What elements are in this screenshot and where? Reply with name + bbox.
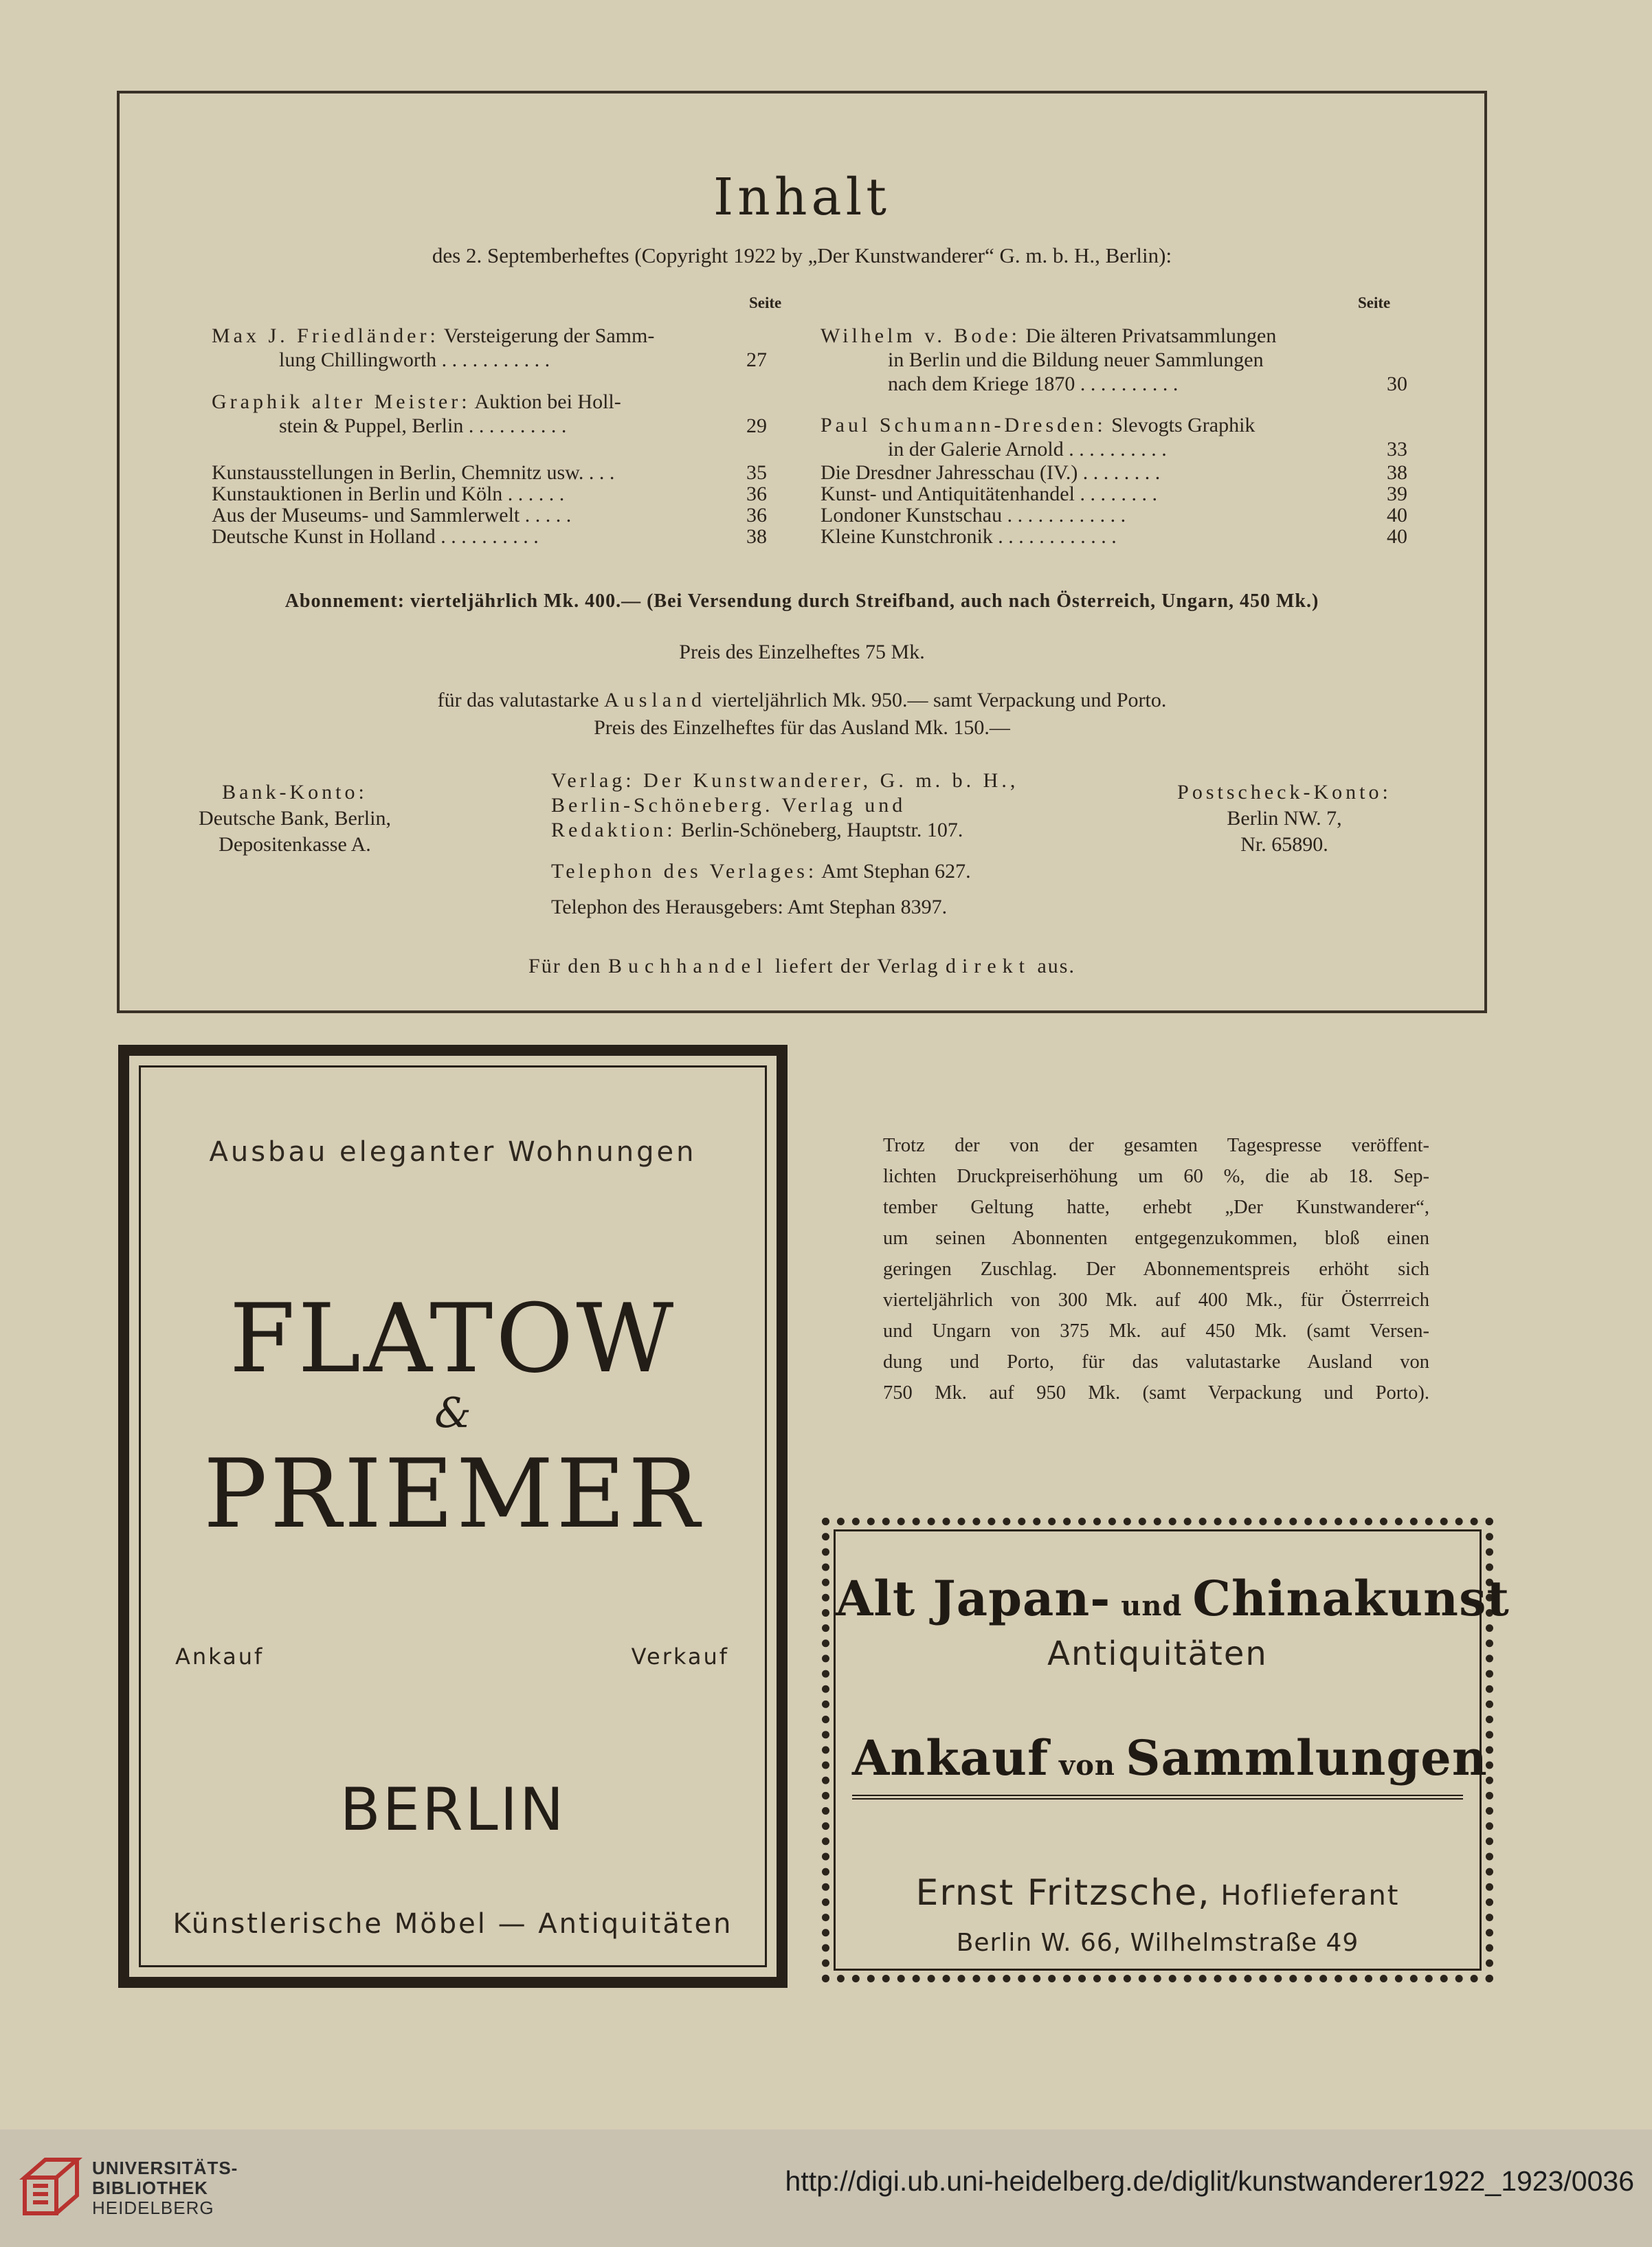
toc-entry: Kunst- und Antiquitätenhandel . . . . . . . . 39 xyxy=(821,483,1407,505)
table-of-contents-box xyxy=(117,91,1487,1013)
library-logo-text: UNIVERSITÄTS- BIBLIOTHEK HEIDELBERG xyxy=(92,2158,238,2218)
ad-name-priemer: PRIEMER xyxy=(203,1439,702,1549)
toc-entry: Wilhelm v. Bode: Die älteren Privatsammlungen in Berlin und die Bildung neuer Sammlungen nach dem Kriege 1870 . . . . . . . . . . 30 xyxy=(821,324,1407,395)
postscheck-konto: Postscheck-Konto: Berlin NW. 7, Nr. 65890. xyxy=(1177,781,1392,856)
library-logo-icon xyxy=(18,2150,84,2219)
toc-page-number: 33 xyxy=(1387,438,1407,461)
alt-japan-ad xyxy=(822,1518,1510,1982)
toc-entry: Kunstauktionen in Berlin und Köln . . . . . . 36 xyxy=(212,483,767,505)
toc-entry: Aus der Museums- und Sammlerwelt . . . . . 36 xyxy=(212,504,767,527)
toc-title: Inhalt xyxy=(713,168,891,227)
toc-entry: Graphik alter Meister: Auktion bei Holl- stein & Puppel, Berlin . . . . . . . . . . 29 xyxy=(212,390,767,437)
notice-line: 750 Mk. auf 950 Mk. (samt Verpackung und Porto). xyxy=(883,1382,1429,1404)
toc-entry: Kunstausstellungen in Berlin, Chemnitz usw. . . . 35 xyxy=(212,461,767,484)
flatow-priemer-ad xyxy=(118,1045,788,1988)
toc-subtitle: des 2. Septemberheftes (Copyright 1922 by „Der Kunstwanderer“ G. m. b. H., Berlin): xyxy=(432,243,1172,267)
ad-antiquitaeten: Antiquitäten xyxy=(1047,1635,1268,1673)
toc-entry: Paul Schumann-Dresden: Slevogts Graphik in der Galerie Arnold . . . . . . . . . . 33 xyxy=(821,414,1407,461)
ad-headline: Alt Japan- und Chinakunst xyxy=(836,1570,1510,1627)
notice-line: tember Geltung hatte, erhebt „Der Kunstwanderer“, xyxy=(883,1197,1429,1218)
buchhandel-line: Für den Buchhandel liefert der Verlag direkt aus. xyxy=(528,955,1075,977)
notice-line: und Ungarn von 375 Mk. auf 450 Mk. (samt Versen- xyxy=(883,1320,1429,1342)
ad-inner-frame xyxy=(834,1529,1510,1971)
digitization-footer xyxy=(0,2129,1652,2247)
abonnement-line: Abonnement: vierteljährlich Mk. 400.— (Bei Versendung durch Streifband, auch nach Österreich, Ungarn, 450 Mk.) xyxy=(284,590,1319,612)
ad-ampersand: & xyxy=(434,1389,471,1437)
ad-address: Berlin W. 66, Wilhelmstraße 49 xyxy=(956,1929,1359,1957)
ad-name-flatow: FLATOW xyxy=(229,1283,677,1394)
notice-line: vierteljährlich von 300 Mk. auf 400 Mk., für Österrreich xyxy=(883,1289,1429,1311)
seite-label-right: Seite xyxy=(1358,294,1391,311)
ad-ankauf: Ankauf xyxy=(175,1643,265,1670)
notice-line: dung und Porto, für das valutastarke Ausland von xyxy=(883,1351,1429,1373)
toc-entry: Kleine Kunstchronik . . . . . . . . . . . . 40 xyxy=(821,525,1407,548)
ad-dealer-name: Ernst Fritzsche, Hoflieferant xyxy=(915,1872,1400,1914)
ad-tagline: Ausbau eleganter Wohnungen xyxy=(209,1136,697,1168)
preis-einzelheft-ausland: Preis des Einzelheftes für das Ausland Mk. 150.— xyxy=(594,716,1010,739)
ad-inner-frame xyxy=(139,1065,767,1967)
preis-einzelheft: Preis des Einzelheftes 75 Mk. xyxy=(679,641,925,663)
notice-line: lichten Druckpreiserhöhung um 60 %, die ab 18. Sep- xyxy=(883,1166,1429,1187)
toc-page-number: 29 xyxy=(746,414,767,437)
toc-page-number: 30 xyxy=(1387,373,1407,395)
ad-city: BERLIN xyxy=(339,1775,566,1844)
ad-ankauf-sammlungen: Ankauf von Sammlungen xyxy=(852,1729,1463,1800)
seite-label-left: Seite xyxy=(749,294,782,311)
toc-entry: Londoner Kunstschau . . . . . . . . . . . . 40 xyxy=(821,504,1407,527)
toc-page-number: 27 xyxy=(746,348,767,371)
toc-entry: Deutsche Kunst in Holland . . . . . . . . . . 38 xyxy=(212,525,767,548)
notice-line: um seinen Abonnenten entgegenzukommen, bloß einen xyxy=(883,1228,1429,1249)
preis-ausland: für das valutastarke Ausland vierteljährlich Mk. 950.— samt Verpackung und Porto. xyxy=(437,689,1167,711)
notice-line: geringen Zuschlag. Der Abonnementspreis erhöht sich xyxy=(883,1259,1429,1280)
ad-verkauf: Verkauf xyxy=(631,1643,729,1670)
toc-entry: Max J. Friedländer: Versteigerung der Samm- lung Chillingworth . . . . . . . . . . . 27 xyxy=(212,324,767,371)
toc-entry: Die Dresdner Jahresschau (IV.) . . . . . . . . 38 xyxy=(821,461,1407,484)
notice-line: Trotz der von der gesamten Tagespresse veröffent- xyxy=(883,1135,1429,1156)
verlag-info: Verlag: Der Kunstwanderer, G. m. b. H., Berlin-Schöneberg. Verlag und Redaktion: Berlin-Schöneberg, Hauptstr. 107. Telephon des Verlages: Amt Stephan 627. Telephon des Herausgebers: Amt Stephan 8397. xyxy=(551,769,1019,918)
ad-bottom-line: Künstlerische Möbel — Antiquitäten xyxy=(172,1908,733,1940)
bank-konto: Bank-Konto: Deutsche Bank, Berlin, Depositenkasse A. xyxy=(199,781,391,856)
price-increase-notice xyxy=(883,1130,1429,1408)
source-url-link[interactable]: http://digi.ub.uni-heidelberg.de/diglit/kunstwanderer1922_1923/0036 xyxy=(785,2165,1634,2197)
